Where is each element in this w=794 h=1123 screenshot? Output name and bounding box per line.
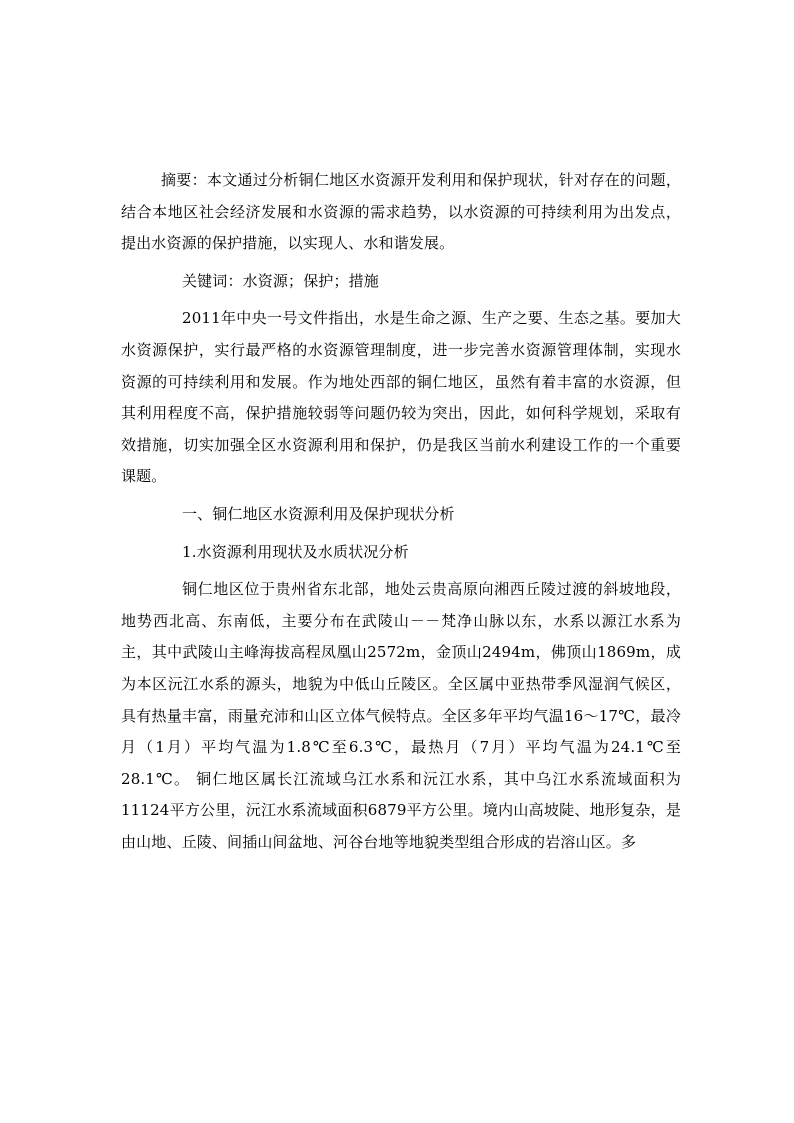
subsection-heading: 1.水资源利用现状及水质状况分析	[182, 542, 409, 561]
intro-paragraph: 2011年中央一号文件指出，水是生命之源、生产之要、生态之基。要加大水资源保护，实行最严格的水资源管理制度，进一步完善水资源管理体制，实现水资源的可持续利用和发展。作为地处西部的铜仁地区，虽然有着丰富的水资源，但其利用程度不高，保护措施较弱等问题仍较为突出，因此，如何科学规划，采取有效措施，切实加强全区水资源利用和保护，仍是我区当前水利建设工作的一个重要课题。	[121, 309, 681, 486]
section-heading: 一、铜仁地区水资源利用及保护现状分析	[182, 504, 455, 523]
document-body	[121, 165, 681, 864]
keywords-paragraph: 关键词：水资源；保护；措施	[182, 271, 379, 290]
body-paragraph: 铜仁地区位于贵州省东北部，地处云贵高原向湘西丘陵过渡的斜坡地段，地势西北高、东南低，主要分布在武陵山－－梵净山脉以东，水系以源江水系为主，其中武陵山主峰海拔高程凤凰山2572m，金顶山2494m，佛顶山1869m，成为本区沅江水系的源头，地貌为中低山丘陵区。全区属中亚热带季风湿润气候区，具有热量丰富，雨量充沛和山区立体气候特点。全区多年平均气温16～17℃，最冷月（1月）平均气温为1.8℃至6.3℃，最热月（7月）平均气温为24.1℃至28.1℃。 铜仁地区属长江流域乌江水系和沅江水系，其中乌江水系流域面积为11124平方公里，沅江水系流域面积6879平方公里。境内山高坡陡、地形复杂，是由山地、丘陵、间插山间盆地、河谷台地等地貌类型组合形成的岩溶山区。多	[121, 580, 681, 851]
abstract-paragraph: 摘要：本文通过分析铜仁地区水资源开发利用和保护现状，针对存在的问题，结合本地区社会经济发展和水资源的需求趋势，以水资源的可持续利用为出发点，提出水资源的保护措施，以实现人、水和谐发展。	[121, 171, 681, 253]
